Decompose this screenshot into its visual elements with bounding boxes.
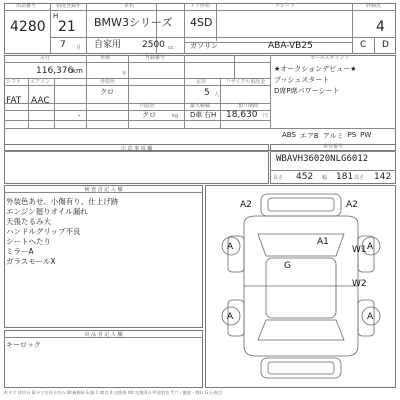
overall-score: 4 [376,19,385,35]
equipment-ps: PS [347,131,357,139]
sales-point-3: D席P席パワーシート [274,87,340,95]
interior-grade: D [382,40,389,50]
damage-legend: A:キズ U:凹み B:キズを伴う凹み W:補修跡 S:錆 C:腐食 X:交換要 XX:交換済み P:塗装色 Y:穴・亀裂・割れ G:石飛び [4,390,223,395]
inspector-title: 検 査 員 記 入 欄 [84,187,123,193]
model-code: ABA-VB25 [268,41,313,51]
sales-point-1: ★オークションデビュー★ [274,65,357,73]
inspector-note: 天張たるみ大 [6,217,51,226]
height: 142 [374,172,392,182]
inspector-note: 外装色あせ、小傷有り、仕上げ跡 [6,197,119,206]
label-score: 評価点 [366,3,382,9]
damage-mark-hood: A1 [317,237,329,247]
label-doors: ドア形状 [190,3,210,9]
cc-unit: cc [168,45,174,51]
interior-color: クロ [142,111,156,119]
capacity: 5 [204,88,210,98]
make: BMW [94,16,122,29]
label-lot: 出品番号 [16,3,37,9]
damage-mark-windshield: W1 [352,245,367,255]
year-unit: 年 [122,71,128,77]
label-period: 預り期間 [238,103,259,109]
recycle-deposit: 18,630 [226,110,258,120]
label-grade: グレード [275,3,296,9]
inspector-note: シートへたり [6,237,51,246]
width: 181 [336,172,354,182]
damage-mark-front-right: A2 [346,200,358,210]
label-sales-points: セールスポイント [310,55,350,61]
displacement: 2500 [142,40,165,50]
series: 3シリーズ [122,16,173,29]
drive-position: D車 [190,111,203,119]
km-unit: km [72,67,83,75]
registration-month: 7 [60,40,66,50]
label-shift: シフト [6,79,22,85]
exhibitor-note: キーロック [6,341,41,349]
ac-type: AAC [31,96,50,106]
label-year: 初度登録年 [56,3,82,9]
vin-label: 車台番号 [323,144,344,150]
lot-number: 4280 [10,19,46,35]
handle-side: 右H [204,111,217,119]
label-model-name: 車名 [124,3,135,9]
era: H [53,12,59,20]
load-value: - [78,112,81,120]
car-outline-diagram [206,186,395,387]
length-label: 長さ [273,175,284,181]
kg-unit: kg [172,113,179,119]
width-label: 幅 [322,175,328,181]
caution-title: 注 意 事 項 欄 [120,146,153,152]
mileage: 116,376 [36,66,74,76]
height-label: 高さ [354,175,365,181]
damage-mark-roof: G [284,261,291,271]
inspector-note: ミラーA [6,247,34,256]
label-registration: 登録番号 [145,55,166,61]
inspector-note: ハンドルグリップ不良 [6,227,81,236]
shift-type: FAT [6,96,22,106]
damage-mark-left-front: A [227,242,234,252]
length: 452 [296,172,314,182]
equipment-airbag: エアB [299,132,319,140]
yen-unit: 円 [263,113,269,119]
model-year: 21 [58,19,76,35]
label-recycle: リサイクル預託金 [226,79,266,85]
exhibitor-section [4,330,203,388]
door-type: 4SD [190,16,213,29]
damage-mark-left-rear: A [227,312,234,322]
damage-mark-rear-window: W2 [352,279,367,289]
car-diagram [205,185,396,388]
label-inspection: 車検 [100,55,111,61]
inspector-note: エンジン廻りオイル漏れ [6,207,88,216]
label-mileage: 走行 [40,55,51,61]
damage-mark-front-left: A2 [240,200,252,210]
exterior-grade: C [360,40,367,50]
label-capacity: 定員 [196,79,207,85]
inspector-notes [6,197,118,267]
fuel-type: ガソリン [190,42,218,50]
label-load: 最大積載 [190,103,211,109]
vin: WBAVH36020NLG6012 [276,154,369,164]
damage-mark-right-rear: A [367,312,374,322]
label-ac: エアコン [30,79,50,85]
inspector-note: ガラスモールX [6,257,56,266]
exhibitor-title: 出 品 者 記 入 欄 [84,332,123,338]
person-unit: 人 [214,92,220,98]
equipment-abs: ABS [282,131,296,139]
damage-mark-right-front: A [367,242,374,252]
equipment-alloy: アルミ [322,132,344,140]
equipment-pw: PW [360,131,372,139]
label-trim: 内装色 [140,103,156,109]
sales-point-2: プッシュスタート [274,76,330,84]
label-color: 外装色 [100,79,116,85]
exterior-color: クロ [100,88,114,96]
month-unit: 月 [76,45,82,51]
equipment-list [282,131,371,141]
vehicle-use: 自家用 [94,40,122,50]
